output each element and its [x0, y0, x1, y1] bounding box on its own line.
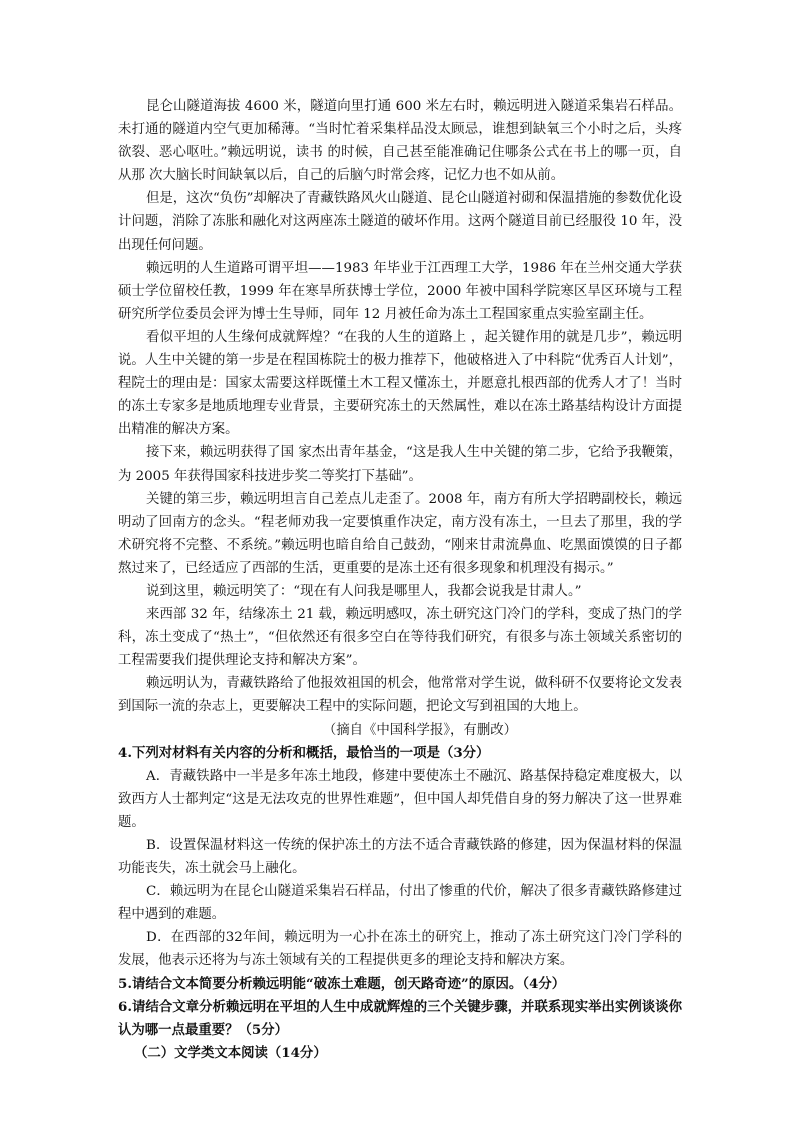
question-4-stem: 4.下列对材料有关内容的分析和概括，最恰当的一项是（3分） — [118, 744, 490, 761]
article-source: （摘自《中国科学报》，有删改） — [322, 722, 517, 738]
article-paragraph: 接下来，赖远明获得了国 家杰出青年基金，“这是我人生中关键的第二步，它给予我鞭策，为 2005 年获得国家科技进步奖二等奖打下基础”。 — [118, 445, 682, 484]
article-paragraph: 赖远明的人生道路可谓平坦——1983 年毕业于江西理工大学，1986 年在兰州交通大学获硕士学位留校任教，1999 年在寒旱所获博士学位，2000 年被中国科学院寒区旱区环境与工程研究所学位委员会评为博士生导师，同年 12 月被任命为冻土工程国家重点实验室副主任。 — [118, 260, 682, 322]
article-paragraph: 昆仑山隧道海拔 4600 米，隧道向里打通 600 米左右时，赖远明进入隧道采集岩石样品。未打通的隧道内空气更加稀薄。“当时忙着采集样品没太顾忌，谁想到缺氧三个小时之后，头疼欲裂、恶心呕吐。”赖远明说，读书 的时候，自己甚至能准确记住哪条公式在书上的哪一页，自从那 次大脑长时间缺氧以后，自己的后脑勺时常会疼，记忆力也不如从前。 — [118, 99, 682, 184]
article-paragraph: 赖远明认为，青藏铁路给了他报效祖国的机会，他常常对学生说，做科研不仅要将论文发表到国际一流的杂志上，更要解决工程中的实际问题，把论文写到祖国的大地上。 — [118, 676, 682, 715]
question-4-option-d: D．在西部的32年间，赖远明为一心扑在冻土的研究上，推动了冻土研究这门冷门学科的发展，他表示还将为与冻土领域有关的工程提供更多的理论支持和解决方案。 — [118, 930, 682, 969]
article-paragraph: 来西部 32 年，结缘冻土 21 载，赖远明感叹，冻土研究这门冷门的学科，变成了热门的学科，冻土变成了“热土”，“但依然还有很多空白在等待我们研究，有很多与冻土领域关系密切的工程需要我们提供理论支持和解决方案”。 — [118, 607, 682, 669]
question-6-stem: 6.请结合文章分析赖远明在平坦的人生中成就辉煌的三个关键步骤，并联系现实举出实例谈谈你认为哪一点最重要？（5分） — [118, 998, 682, 1038]
article-paragraph: 说到这里，赖远明笑了：“现在有人问我是哪里人，我都会说我是甘肃人。” — [146, 583, 582, 599]
question-4-option-a: A．青藏铁路中一半是多年冻土地段，修建中要使冻土不融沉、路基保持稳定难度极大，以致西方人士都判定“这是无法攻克的世界性难题”，但中国人却凭借自身的努力解决了这一世界难题。 — [118, 768, 682, 830]
question-4-option-b: B．设置保温材料这一传统的保护冻土的方法不适合青藏铁路的修建，因为保温材料的保温功能丧失，冻土就会马上融化。 — [118, 838, 682, 877]
article-paragraph: 但是，这次“负伤”却解决了青藏铁路风火山隧道、昆仑山隧道衬砌和保温措施的参数优化设计问题，消除了冻胀和融化对这两座冻土隧道的破坏作用。这两个隧道目前已经服役 10 年，没出现任何问题。 — [118, 191, 682, 253]
article-paragraph: 关键的第三步，赖远明坦言自己差点儿走歪了。2008 年，南方有所大学招聘副校长，赖远明动了回南方的念头。“程老师劝我一定要慎重作决定，南方没有冻土，一旦去了那里，我的学术研究将不完整、不系统。”赖远明也暗自给自己鼓劲，“刚来甘肃流鼻血、吃黑面馍馍的日子都熬过来了，已经适应了西部的生活，更重要的是冻土还有很多现象和机理没有揭示。” — [118, 491, 682, 576]
section-title: （二）文学类文本阅读（14分） — [134, 1044, 327, 1061]
question-5-stem: 5.请结合文本简要分析赖远明能“破冻土难题，创天路奇迹”的原因。（4分） — [118, 975, 566, 992]
article-paragraph: 看似平坦的人生缘何成就辉煌？“在我的人生的道路上 ，起关键作用的就是几步”，赖远明说。人生中关键的第一步是在程国栋院士的极力推荐下，他破格进入了中科院“优秀百人计划”，程院士的理由是：国家太需要这样既懂土木工程又懂冻土，并愿意扎根西部的优秀人才了！当时的冻土专家多是地质地理专业背景，主要研究冻土的天然属性，难以在冻土路基结构设计方面提出精准的解决方案。 — [118, 329, 682, 438]
question-4-option-c: C．赖远明为在昆仑山隧道采集岩石样品，付出了惨重的代价，解决了很多青藏铁路修建过程中遇到的难题。 — [118, 884, 682, 923]
